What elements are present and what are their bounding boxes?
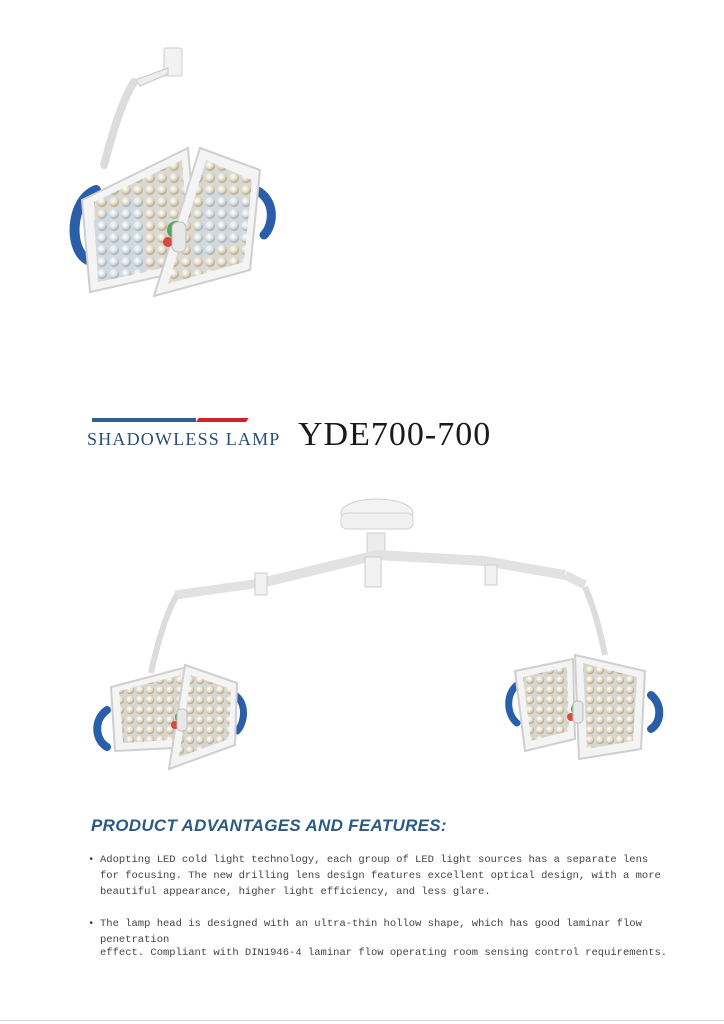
product-model: YDE700-700 bbox=[298, 416, 492, 453]
title-accent-bar-blue bbox=[92, 418, 196, 422]
features-heading: PRODUCT ADVANTAGES AND FEATURES: bbox=[91, 816, 447, 835]
feature-item bbox=[88, 852, 668, 900]
title-accent-bar-red bbox=[196, 418, 249, 422]
feature-text: Adopting LED cold light technology, each group of LED light sources has a separate lens for focusing. The new drilling lens design features excellent optical design, with a more beautiful appearance, higher light efficiency, and less glare. bbox=[100, 854, 661, 898]
bullet-icon: • bbox=[88, 918, 95, 930]
product-category: SHADOWLESS LAMP bbox=[87, 429, 281, 449]
double-lamp-image bbox=[85, 495, 665, 775]
single-lamp-image bbox=[60, 40, 290, 310]
footer-divider bbox=[0, 1020, 724, 1021]
bullet-icon: • bbox=[88, 854, 95, 866]
feature-text-continued: effect. Compliant with DIN1946-4 laminar flow operating room sensing control requirements. bbox=[100, 947, 668, 959]
feature-item bbox=[88, 916, 668, 948]
feature-text: The lamp head is designed with an ultra-thin hollow shape, which has good laminar flow penetration bbox=[100, 918, 642, 946]
